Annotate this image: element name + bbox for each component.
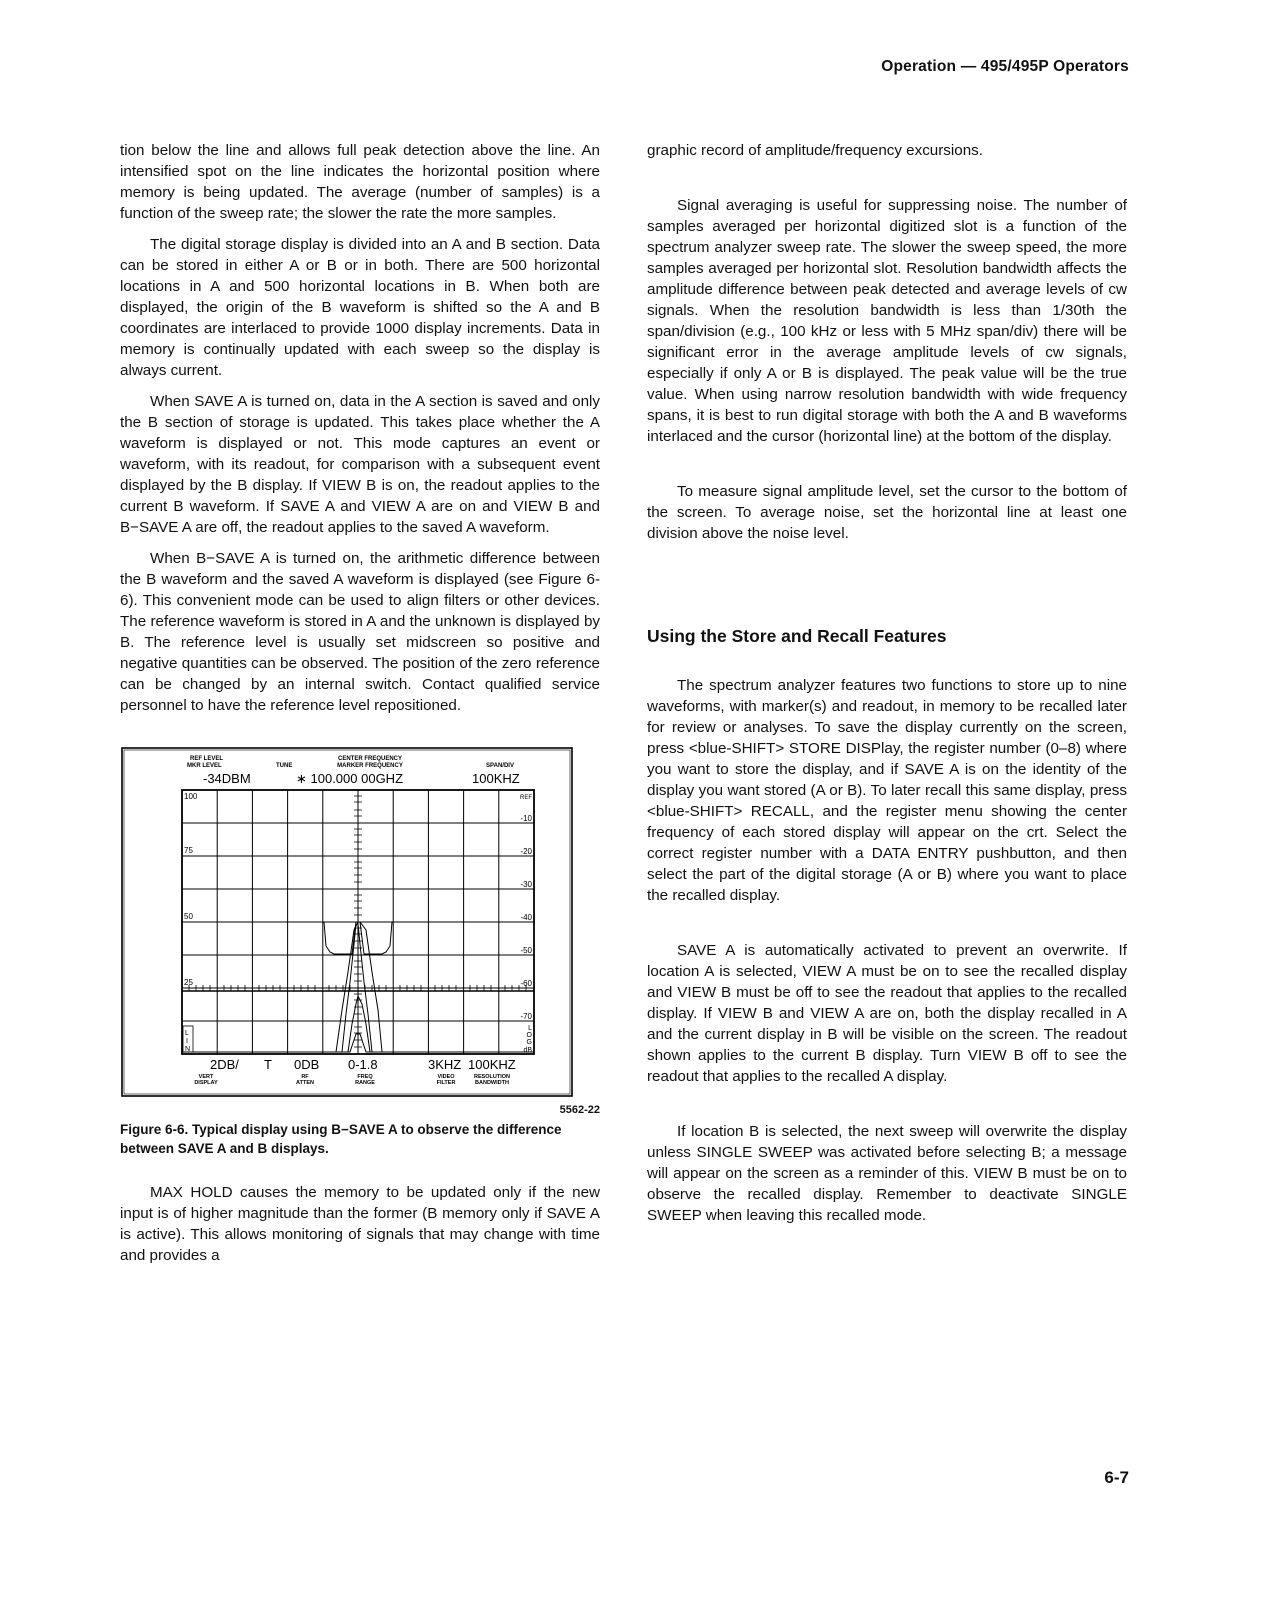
right-log-g: G — [526, 1039, 532, 1046]
value-freq-range: 0-1.8 — [348, 1057, 378, 1072]
left-lin-i: I — [186, 1038, 188, 1045]
right-scale-ref: REF — [520, 795, 532, 801]
value-center-frequency: ∗ 100.000 00GHZ — [296, 771, 404, 786]
label-atten: ATTEN — [296, 1080, 314, 1086]
value-ref-level: -34DBM — [203, 771, 251, 786]
label-rf: RF — [301, 1074, 309, 1080]
label-display: DISPLAY — [194, 1080, 218, 1086]
running-header: Operation — 495/495P Operators — [881, 58, 1129, 75]
value-t: T — [264, 1057, 272, 1072]
left-lin-l: L — [185, 1030, 189, 1037]
right-scale-10: -10 — [520, 814, 532, 823]
left-scale-25: 25 — [184, 978, 193, 987]
left-scale-100: 100 — [184, 792, 198, 801]
paragraph: MAX HOLD causes the memory to be updated only if the new input is of higher magnitude than the former (B memory only if SAVE A is active). This allows monitoring of signals that may change with time and provides a — [120, 1184, 600, 1264]
paragraph: SAVE A is automatically activated to prevent an overwrite. If location A is selected, VIEW A must be on to see the recalled display and VIEW B must be off to see the readout that applies to the recalled display. If VIEW B and VIEW A are on, both the display recalled in A and the current display in B will be visible on the screen. The readout shown applies to the current B display. Turn VIEW B off to see the readout that applies to the recalled A display. — [647, 942, 1127, 1085]
right-scale-50: -50 — [520, 946, 532, 955]
left-scale-75: 75 — [184, 846, 193, 855]
label-bandwidth: BANDWIDTH — [475, 1080, 509, 1086]
right-column — [647, 140, 1127, 1236]
page-number: 6-7 — [1104, 1468, 1129, 1487]
paragraph: If location B is selected, the next sweep will overwrite the display unless SINGLE SWEEP was activated before selecting B; a message will appear on the screen as a reminder of this. VIEW B must be on to observe the recalled display. Remember to deactivate SINGLE SWEEP when leaving this recalled mode. — [647, 1123, 1127, 1224]
paragraph: The digital storage display is divided into an A and B section. Data can be stored in either A or B or in both. There are 500 horizontal locations in A and 500 horizontal locations in B. When both are displayed, the origin of the B waveform is shifted so the A and B coordinates are interlaced to provide 1000 display increments. Data in memory is continually updated with each sweep so the display is always current. — [120, 236, 600, 379]
paragraph: When SAVE A is turned on, data in the A section is saved and only the B section of storage is updated. This takes place whether the A waveform is displayed or not. This mode captures an event or waveform, with its readout, for comparison with a subsequent event displayed by the B display. If VIEW B is on, the readout applies to the current B waveform. If SAVE A and VIEW A are on and VIEW B and B−SAVE A are off, the readout applies to the saved A waveform. — [120, 393, 600, 536]
right-scale-40: -40 — [520, 913, 532, 922]
right-scale-70: -70 — [520, 1012, 532, 1021]
label-filter: FILTER — [436, 1080, 456, 1086]
figure-caption: Figure 6-6. Typical display using B−SAVE A to observe the difference between SAVE A and B displays. — [120, 1122, 562, 1156]
right-log-o: O — [526, 1032, 532, 1039]
label-tune: TUNE — [276, 763, 293, 769]
paragraph: When B−SAVE A is turned on, the arithmetic difference between the B waveform and the saved A waveform is displayed (see Figure 6-6). This convenient mode can be used to align filters or other devices. The reference waveform is stored in A and the unknown is displayed by B. The reference level is usually set midscreen so positive and negative quantities can be observed. The position of the zero reference can be changed by an internal switch. Contact qualified service personnel to have the reference level repositioned. — [120, 550, 600, 714]
value-resolution-bandwidth: 100KHZ — [468, 1057, 516, 1072]
section-heading: Using the Store and Recall Features — [647, 626, 947, 646]
left-scale-50: 50 — [184, 912, 193, 921]
label-span-div: SPAN/DIV — [486, 763, 514, 769]
paragraph: To measure signal amplitude level, set the cursor to the bottom of the screen. To average noise, set the horizontal line at least one division above the noise level. — [647, 483, 1127, 542]
label-vert: VERT — [198, 1074, 214, 1080]
label-ref-level: REF LEVEL — [190, 756, 224, 762]
figure-6-6 — [120, 734, 600, 1158]
right-scale-20: -20 — [520, 847, 532, 856]
paragraph: Signal averaging is useful for suppressing noise. The number of samples averaged per horizontal digitized slot is a function of the spectrum analyzer sweep rate. The slower the sweep speed, the more samples averaged per horizontal slot. Resolution bandwidth affects the amplitude difference between peak detected and average levels of cw signals. When the resolution bandwidth is less than 1/30th the span/division (e.g., 100 kHz or less with 5 MHz span/div) there will be significant error in the average amplitude levels of cw signals, especially if only A or B is displayed. The peak value will be the true value. When using narrow resolution bandwidth with wide frequency spans, it is best to run digital storage with both the A and B waveforms interlaced and the cursor (horizontal line) at the bottom of the display. — [647, 197, 1127, 445]
label-range: RANGE — [355, 1080, 375, 1086]
label-mkr-level: MKR LEVEL — [187, 763, 222, 769]
figure-number: 5562-22 — [559, 1104, 600, 1116]
right-log-l: L — [528, 1025, 532, 1032]
right-scale-30: -30 — [520, 880, 532, 889]
left-column — [120, 140, 600, 1276]
label-resolution: RESOLUTION — [473, 1074, 511, 1080]
left-lin-n: N — [185, 1046, 191, 1053]
paragraph: tion below the line and allows full peak detection above the line. An intensified spot on the line indicates the horizontal position where memory is being updated. The average (number of samples) is a function of the sweep rate; the slower the rate the more samples. — [120, 142, 600, 222]
paragraph: graphic record of amplitude/frequency excursions. — [647, 142, 983, 159]
right-scale-60: -60 — [520, 979, 532, 988]
label-center-frequency: CENTER FREQUENCY — [337, 756, 403, 762]
value-rf-atten: 0DB — [294, 1057, 320, 1072]
label-marker-frequency: MARKER FREQUENCY — [337, 763, 403, 769]
label-freq: FREQ — [357, 1074, 373, 1080]
right-log-db: dB — [523, 1047, 532, 1054]
paragraph: The spectrum analyzer features two functions to store up to nine waveforms, with marker(s) and readout, in memory to be recalled later for review or analyses. To save the display currently on the screen, press <blue-SHIFT> STORE DISPlay, the register number (0–8) where you want to store the display, and if SAVE A is on the identity of the display you want stored (A or B). To later recall this same display, press <blue-SHIFT> RECALL, and the register menu showing the center frequency of each stored display will appear on the crt. Select the correct register number with a DATA ENTRY pushbutton, and then select the part of the digital storage (A or B) where you want to place the recalled display. — [647, 677, 1127, 904]
crt-display-figure — [120, 734, 600, 1100]
value-span-div: 100KHZ — [472, 771, 520, 786]
label-video: VIDEO — [437, 1074, 455, 1080]
value-video-filter: 3KHZ — [428, 1057, 462, 1072]
value-vert-display: 2DB/ — [210, 1057, 239, 1072]
